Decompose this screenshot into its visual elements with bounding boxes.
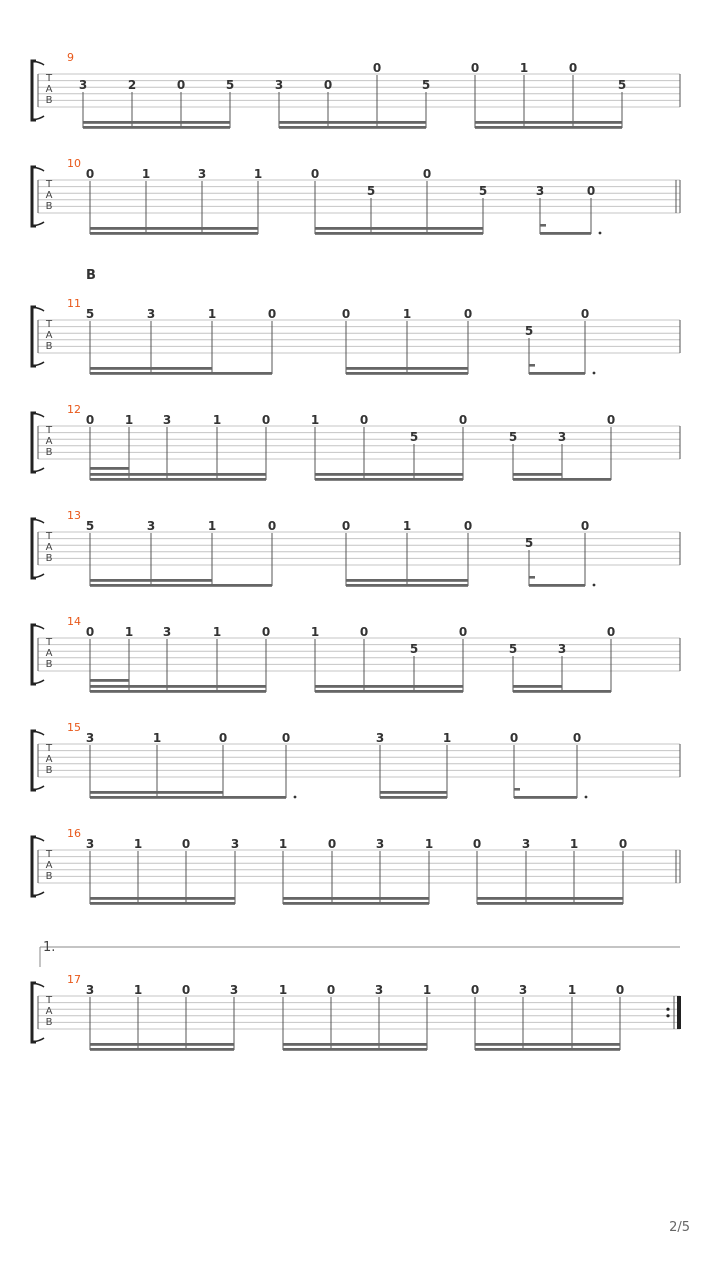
repeat-dot — [666, 1008, 669, 1011]
tab-system — [32, 297, 680, 375]
fret-number: 3 — [162, 625, 172, 639]
fret-number: 0 — [580, 519, 590, 533]
fret-number: 1 — [278, 837, 288, 851]
fret-number: 3 — [146, 519, 156, 533]
fret-number: 3 — [229, 983, 239, 997]
bracket-top-hook — [32, 307, 44, 311]
fret-number: 0 — [580, 307, 590, 321]
note-beam — [346, 579, 468, 582]
fret-number: 1 — [519, 61, 529, 75]
fret-number: 0 — [615, 983, 625, 997]
fret-number: 0 — [470, 983, 480, 997]
tab-clef-letter: B — [45, 871, 53, 882]
fret-number: 0 — [618, 837, 628, 851]
fret-number: 0 — [310, 167, 320, 181]
note-beam — [279, 121, 426, 124]
fret-number: 0 — [176, 78, 186, 92]
system-bracket — [32, 61, 36, 120]
fret-number: 0 — [261, 625, 271, 639]
fret-number: 3 — [85, 731, 95, 745]
tab-clef-letter: B — [45, 659, 53, 670]
fret-number: 3 — [162, 413, 172, 427]
tab-clef-letter: T — [45, 995, 53, 1006]
tab-system — [32, 403, 680, 481]
note-beam — [90, 1048, 234, 1051]
bracket-top-hook — [32, 731, 44, 735]
note-beam — [90, 367, 212, 370]
note-beam — [90, 791, 223, 794]
fret-number: 1 — [133, 983, 143, 997]
fret-number: 3 — [375, 731, 385, 745]
fret-number: 0 — [181, 837, 191, 851]
system-bracket — [32, 307, 36, 366]
fret-number: 0 — [372, 61, 382, 75]
fret-number: 0 — [326, 983, 336, 997]
bracket-bottom-hook — [32, 892, 44, 896]
tab-system — [32, 615, 680, 693]
repeat-dot — [666, 1014, 669, 1017]
fret-number: 0 — [359, 413, 369, 427]
tab-clef-letter: T — [45, 73, 53, 84]
note-beam — [90, 679, 129, 682]
fret-number: 1 — [152, 731, 162, 745]
system-bracket — [32, 983, 36, 1042]
repeat-barline-thick — [677, 996, 681, 1029]
fret-number: 1 — [278, 983, 288, 997]
tab-clef-letter: T — [45, 849, 53, 860]
fret-number: 1 — [569, 837, 579, 851]
tab-clef-letter: B — [45, 553, 53, 564]
note-beam — [346, 372, 468, 375]
bracket-top-hook — [32, 625, 44, 629]
tab-clef-letter: T — [45, 531, 53, 542]
fret-number: 5 — [617, 78, 627, 92]
fret-number: 5 — [524, 536, 534, 550]
fret-number: 3 — [230, 837, 240, 851]
fret-number: 3 — [518, 983, 528, 997]
fret-number: 0 — [341, 307, 351, 321]
note-beam — [315, 232, 483, 235]
partial-beam — [529, 364, 535, 367]
bracket-bottom-hook — [32, 468, 44, 472]
bracket-top-hook — [32, 61, 44, 65]
measure-number: 11 — [67, 297, 81, 310]
system-bracket — [32, 167, 36, 226]
note-beam — [90, 584, 272, 587]
fret-number: 0 — [181, 983, 191, 997]
note-beam — [90, 690, 266, 693]
tab-clef-letter: T — [45, 743, 53, 754]
fret-number: 0 — [327, 837, 337, 851]
fret-number: 0 — [261, 413, 271, 427]
measure-number: 17 — [67, 973, 81, 986]
measure-number: 14 — [67, 615, 81, 628]
augmentation-dot — [599, 232, 602, 235]
fret-number: 1 — [442, 731, 452, 745]
note-beam — [380, 796, 447, 799]
fret-number: 5 — [225, 78, 235, 92]
tab-clef-letter: A — [45, 1006, 53, 1017]
bracket-bottom-hook — [32, 362, 44, 366]
tab-system — [32, 509, 680, 587]
fret-number: 3 — [557, 430, 567, 444]
tab-clef-letter: A — [45, 542, 53, 553]
tab-system — [32, 827, 680, 905]
fret-number: 3 — [374, 983, 384, 997]
note-beam — [315, 478, 463, 481]
fret-number: 0 — [470, 61, 480, 75]
note-beam — [477, 902, 623, 905]
note-beam — [475, 1043, 620, 1046]
fret-number: 0 — [267, 307, 277, 321]
fret-number: 1 — [424, 837, 434, 851]
bracket-top-hook — [32, 983, 44, 987]
fret-number: 0 — [341, 519, 351, 533]
tab-clef-letter: T — [45, 179, 53, 190]
fret-number: 0 — [606, 413, 616, 427]
bracket-top-hook — [32, 837, 44, 841]
fret-number: 1 — [124, 625, 134, 639]
note-beam — [279, 126, 426, 129]
note-beam — [514, 796, 577, 799]
fret-number: 0 — [422, 167, 432, 181]
volta-label: 1. — [43, 940, 56, 955]
fret-number: 1 — [402, 307, 412, 321]
tab-clef-letter: A — [45, 648, 53, 659]
fret-number: 1 — [133, 837, 143, 851]
note-beam — [90, 902, 235, 905]
fret-number: 1 — [567, 983, 577, 997]
fret-number: 3 — [85, 837, 95, 851]
augmentation-dot — [294, 796, 297, 799]
fret-number: 0 — [572, 731, 582, 745]
fret-number: 1 — [310, 625, 320, 639]
fret-number: 1 — [124, 413, 134, 427]
note-beam — [513, 685, 562, 688]
system-bracket — [32, 731, 36, 790]
note-beam — [83, 126, 230, 129]
bracket-bottom-hook — [32, 786, 44, 790]
rehearsal-mark: B — [86, 268, 96, 283]
note-beam — [283, 1048, 427, 1051]
fret-number: 3 — [85, 983, 95, 997]
fret-number: 0 — [267, 519, 277, 533]
system-bracket — [32, 413, 36, 472]
fret-number: 0 — [463, 307, 473, 321]
tab-clef-letter: T — [45, 319, 53, 330]
bracket-bottom-hook — [32, 680, 44, 684]
fret-number: 0 — [218, 731, 228, 745]
tab-system — [32, 51, 680, 129]
bracket-top-hook — [32, 519, 44, 523]
note-beam — [477, 897, 623, 900]
fret-number: 0 — [458, 625, 468, 639]
tab-system — [32, 721, 680, 799]
fret-number: 1 — [212, 625, 222, 639]
tab-system — [32, 157, 680, 235]
fret-number: 0 — [586, 184, 596, 198]
partial-beam — [514, 788, 520, 791]
fret-number: 1 — [207, 307, 217, 321]
fret-number: 5 — [85, 519, 95, 533]
tab-system — [32, 973, 681, 1051]
note-beam — [90, 473, 266, 476]
augmentation-dot — [593, 372, 596, 375]
tab-clef-letter: B — [45, 765, 53, 776]
fret-number: 5 — [85, 307, 95, 321]
tab-clef-letter: A — [45, 754, 53, 765]
partial-beam — [540, 224, 546, 227]
note-beam — [90, 897, 235, 900]
fret-number: 1 — [141, 167, 151, 181]
fret-number: 1 — [253, 167, 263, 181]
fret-number: 3 — [197, 167, 207, 181]
fret-number: 0 — [359, 625, 369, 639]
fret-number: 0 — [85, 625, 95, 639]
system-bracket — [32, 519, 36, 578]
note-beam — [380, 791, 447, 794]
fret-number: 5 — [409, 642, 419, 656]
fret-number: 3 — [78, 78, 88, 92]
note-beam — [83, 121, 230, 124]
system-bracket — [32, 837, 36, 896]
note-beam — [529, 372, 585, 375]
tab-clef-letter: B — [45, 447, 53, 458]
augmentation-dot — [593, 584, 596, 587]
tab-clef-letter: B — [45, 341, 53, 352]
note-beam — [90, 372, 272, 375]
bracket-top-hook — [32, 413, 44, 417]
bracket-bottom-hook — [32, 574, 44, 578]
note-beam — [475, 126, 622, 129]
note-beam — [346, 367, 468, 370]
partial-beam — [529, 576, 535, 579]
measure-number: 9 — [67, 51, 74, 64]
fret-number: 0 — [458, 413, 468, 427]
note-beam — [513, 478, 611, 481]
note-beam — [90, 685, 266, 688]
tab-clef-letter: B — [45, 95, 53, 106]
tab-clef-letter: A — [45, 190, 53, 201]
fret-number: 3 — [274, 78, 284, 92]
note-beam — [315, 227, 483, 230]
note-beam — [346, 584, 468, 587]
measure-number: 10 — [67, 157, 81, 170]
fret-number: 0 — [281, 731, 291, 745]
note-beam — [90, 467, 129, 470]
bracket-bottom-hook — [32, 116, 44, 120]
fret-number: 0 — [472, 837, 482, 851]
fret-number: 1 — [212, 413, 222, 427]
system-bracket — [32, 625, 36, 684]
measure-number: 15 — [67, 721, 81, 734]
fret-number: 3 — [557, 642, 567, 656]
bracket-top-hook — [32, 167, 44, 171]
fret-number: 5 — [409, 430, 419, 444]
tab-clef-letter: B — [45, 201, 53, 212]
fret-number: 3 — [535, 184, 545, 198]
fret-number: 0 — [568, 61, 578, 75]
bracket-bottom-hook — [32, 1038, 44, 1042]
note-beam — [90, 478, 266, 481]
fret-number: 1 — [422, 983, 432, 997]
note-beam — [283, 1043, 427, 1046]
fret-number: 1 — [402, 519, 412, 533]
note-beam — [529, 584, 585, 587]
note-beam — [90, 796, 286, 799]
note-beam — [283, 902, 429, 905]
note-beam — [475, 121, 622, 124]
fret-number: 2 — [127, 78, 137, 92]
note-beam — [315, 690, 463, 693]
fret-number: 3 — [521, 837, 531, 851]
page-number: 2/5 — [669, 1220, 690, 1235]
tab-clef-letter: A — [45, 436, 53, 447]
note-beam — [90, 227, 258, 230]
fret-number: 5 — [508, 642, 518, 656]
fret-number: 5 — [366, 184, 376, 198]
note-beam — [513, 690, 611, 693]
note-beam — [315, 473, 463, 476]
measure-number: 13 — [67, 509, 81, 522]
measure-number: 16 — [67, 827, 81, 840]
fret-number: 5 — [524, 324, 534, 338]
fret-number: 3 — [375, 837, 385, 851]
fret-number: 0 — [323, 78, 333, 92]
fret-number: 0 — [85, 167, 95, 181]
fret-number: 0 — [463, 519, 473, 533]
bracket-bottom-hook — [32, 222, 44, 226]
note-beam — [315, 685, 463, 688]
tab-clef-letter: A — [45, 860, 53, 871]
note-beam — [513, 473, 562, 476]
fret-number: 0 — [606, 625, 616, 639]
fret-number: 0 — [85, 413, 95, 427]
tab-clef-letter: B — [45, 1017, 53, 1028]
augmentation-dot — [585, 796, 588, 799]
fret-number: 1 — [207, 519, 217, 533]
note-beam — [283, 897, 429, 900]
note-beam — [90, 232, 258, 235]
fret-number: 3 — [146, 307, 156, 321]
fret-number: 1 — [310, 413, 320, 427]
fret-number: 0 — [509, 731, 519, 745]
tab-clef-letter: A — [45, 330, 53, 341]
tab-clef-letter: T — [45, 637, 53, 648]
tab-clef-letter: A — [45, 84, 53, 95]
fret-number: 5 — [421, 78, 431, 92]
note-beam — [475, 1048, 620, 1051]
note-beam — [90, 1043, 234, 1046]
note-beam — [90, 579, 212, 582]
fret-number: 5 — [478, 184, 488, 198]
fret-number: 5 — [508, 430, 518, 444]
tab-clef-letter: T — [45, 425, 53, 436]
note-beam — [540, 232, 591, 235]
measure-number: 12 — [67, 403, 81, 416]
